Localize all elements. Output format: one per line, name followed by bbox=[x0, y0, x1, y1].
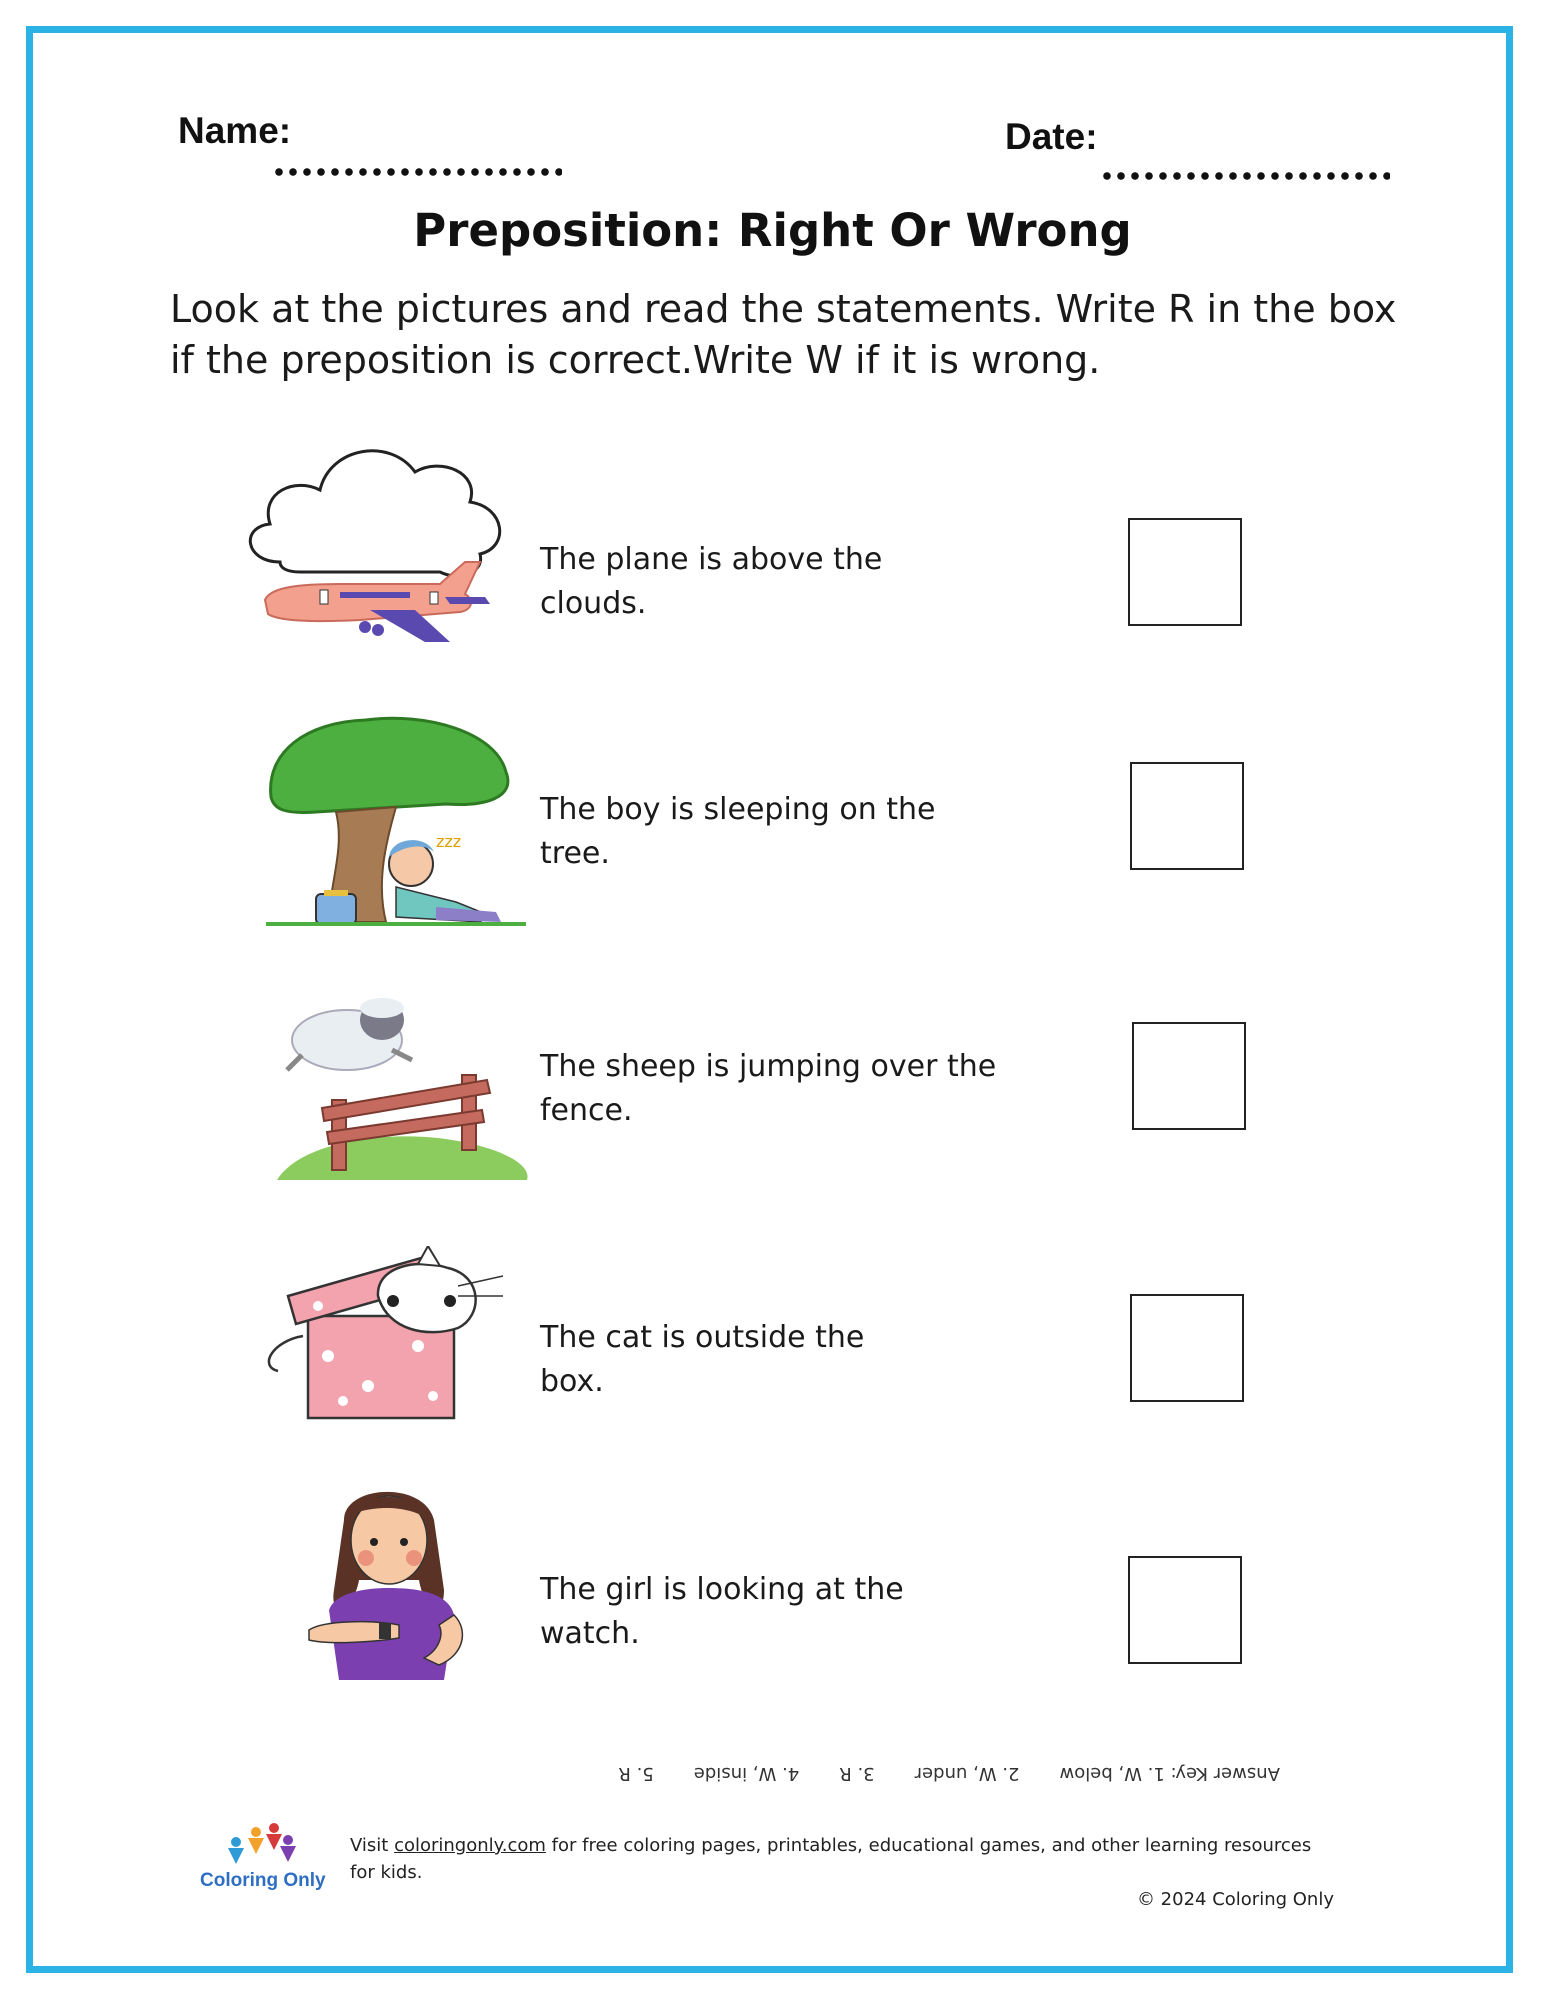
answer-box-1[interactable] bbox=[1128, 518, 1242, 626]
date-line[interactable] bbox=[1100, 172, 1390, 180]
svg-text:zzz: zzz bbox=[436, 832, 462, 851]
answer-box-5[interactable] bbox=[1128, 1556, 1242, 1664]
question-5-text: The girl is looking at the watch. bbox=[540, 1572, 904, 1651]
coloring-only-logo-icon bbox=[222, 1818, 302, 1868]
name-label: Name: bbox=[178, 110, 292, 151]
question-1-text: The plane is above the clouds. bbox=[540, 542, 883, 621]
answer-box-4[interactable] bbox=[1130, 1294, 1244, 1402]
coloringonly-link[interactable]: coloringonly.com bbox=[394, 1835, 546, 1856]
girl-watch-picture bbox=[304, 1480, 474, 1696]
footer-note bbox=[350, 1832, 1334, 1913]
question-3-text: The sheep is jumping over the fence. bbox=[540, 1049, 997, 1128]
answer-box-3[interactable] bbox=[1132, 1022, 1246, 1130]
footer-visit: Visit bbox=[350, 1835, 395, 1856]
answer-key-item: 5. R bbox=[618, 1763, 654, 1784]
plane-cloud-picture bbox=[240, 432, 520, 657]
footer-rest: for free coloring pages, printables, educational games, and other learning resources for kids. bbox=[350, 1835, 1312, 1883]
answer-key-item: Answer Key: 1. W, below bbox=[1059, 1763, 1280, 1784]
plane-icon bbox=[265, 562, 490, 642]
copyright: © 2024 Coloring Only bbox=[1136, 1889, 1334, 1910]
boy-tree-picture bbox=[266, 712, 526, 936]
answer-key-item: 2. W, under bbox=[914, 1763, 1020, 1784]
worksheet-title: Preposition: Right Or Wrong bbox=[413, 204, 1132, 257]
instructions: Look at the pictures and read the statements. Write R in the box if the preposition is correct.Write W if it is wrong. bbox=[170, 287, 1397, 382]
date-label: Date: bbox=[1005, 116, 1098, 157]
answer-key bbox=[600, 1754, 1280, 1784]
answer-box-2[interactable] bbox=[1130, 762, 1244, 870]
answer-key-item: 4. W, inside bbox=[693, 1763, 800, 1784]
name-line[interactable] bbox=[272, 168, 562, 176]
sheep-fence-picture bbox=[272, 990, 532, 1186]
logo-text: Coloring Only bbox=[200, 1870, 326, 1891]
question-4-text: The cat is outside the box. bbox=[540, 1320, 865, 1399]
answer-key-item: 3. R bbox=[839, 1763, 875, 1784]
cat-box-picture bbox=[258, 1246, 518, 1422]
question-2-text: The boy is sleeping on the tree. bbox=[540, 792, 936, 871]
sheep-icon bbox=[287, 998, 412, 1070]
